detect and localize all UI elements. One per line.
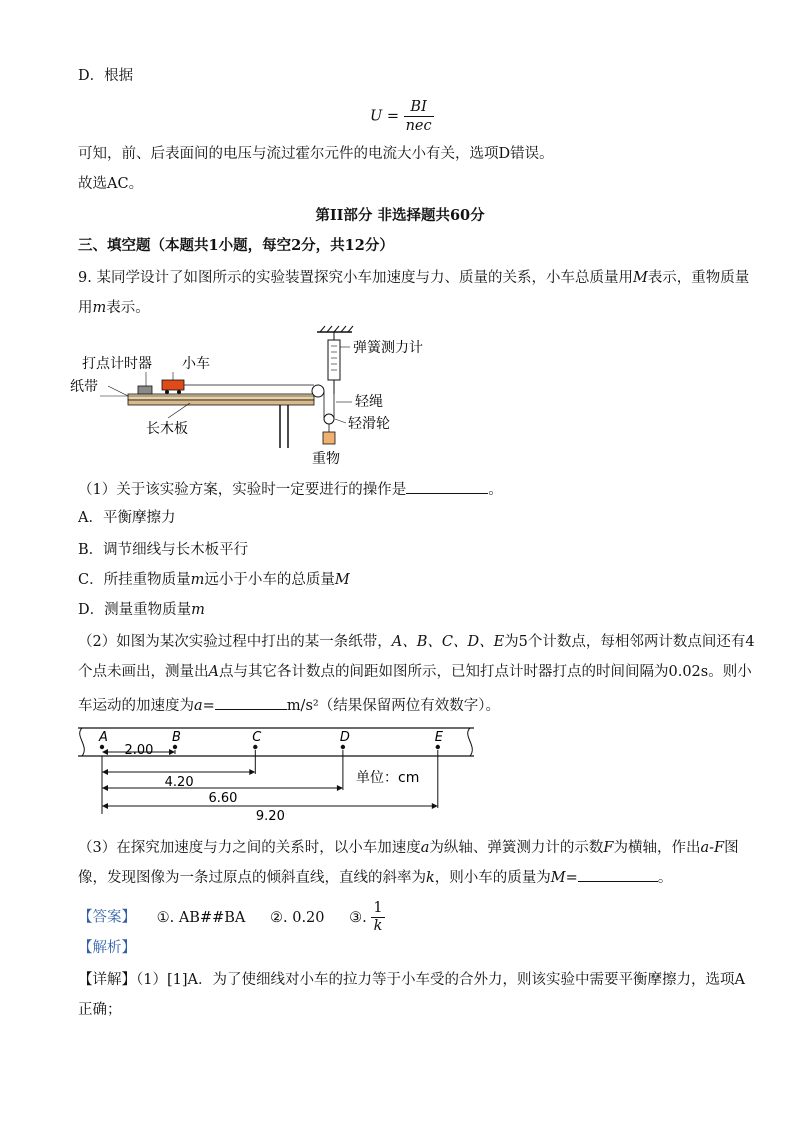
- count-point-B: [173, 745, 177, 749]
- cart-wheel-left: [165, 390, 169, 394]
- tape-unit: 单位：cm: [356, 770, 420, 786]
- distance-arrowhead-left-B: [102, 749, 108, 755]
- timer-block: [138, 386, 152, 394]
- detail-line2: 正确；: [78, 1002, 122, 1018]
- q9-var-M: M: [632, 270, 648, 286]
- sub1-option-d: [78, 600, 205, 620]
- label-tape: 纸带: [70, 379, 98, 395]
- choose-answer: 故选AC。: [78, 176, 144, 192]
- distance-arrowhead-right-C: [249, 769, 255, 775]
- q9-text2a: 用: [78, 300, 93, 316]
- sub3-answer-blank[interactable]: [578, 866, 658, 882]
- cart-block: [162, 380, 184, 390]
- answer-3: ③.: [349, 909, 367, 926]
- detail-line1: 【详解】（1）[1]A．为了使细线对小车的拉力等于小车受的合外力，则该实验中需要平衡摩擦力，选项A: [78, 972, 745, 988]
- tape-leader: [108, 386, 128, 396]
- tape-right-edge: [468, 728, 473, 756]
- sub2-text2b: 点与其它各计数点的间距如图所示，已知打点计时器打点的时间间隔为0.02s。则小: [218, 664, 752, 680]
- distance-label-B: 2.00: [124, 743, 154, 758]
- sub3-text1d: 图: [724, 840, 739, 856]
- movable-pulley: [324, 414, 334, 424]
- distance-arrowhead-right-E: [432, 803, 438, 809]
- option-c-mid: 远小于小车的总质量: [204, 572, 335, 588]
- option-d-var-m: m: [191, 602, 205, 618]
- answer-1: ①. AB##BA: [156, 909, 246, 926]
- sub2-line3: [78, 694, 500, 716]
- count-point-label-D: D: [339, 730, 350, 745]
- sub3-text2b: ，则小车的质量为: [434, 870, 551, 886]
- question-9-line2: [78, 298, 150, 318]
- part2-title: 第II部分 非选择题共60分: [315, 207, 485, 224]
- distance-arrowhead-left-D: [102, 785, 108, 791]
- option-d-text: D．测量重物质量: [78, 602, 192, 618]
- sub1-question: [78, 478, 503, 500]
- sub3-line1: [78, 838, 739, 858]
- count-point-label-E: E: [434, 730, 444, 745]
- weight-block: [323, 432, 335, 444]
- sub1-text: （1）关于该实验方案，实验时一定要进行的操作是: [78, 482, 407, 498]
- sub3-var-M: M: [550, 870, 566, 886]
- section3-title: 三、填空题（本题共1小题，每空2分，共12分）: [78, 237, 394, 254]
- sub3-line2: [78, 866, 672, 888]
- sub2-var-a: a: [194, 698, 203, 714]
- sub2-answer-blank[interactable]: [215, 694, 287, 710]
- ceiling-mount: [317, 326, 353, 340]
- question-9-line1: [78, 268, 749, 288]
- distance-arrowhead-right-B: [169, 749, 175, 755]
- board-and-table: [100, 394, 314, 448]
- sub3-equals: =: [565, 870, 578, 886]
- sub1-option-a: A．平衡摩擦力: [78, 510, 176, 526]
- sub2-text2a: 个点未画出，测量出: [78, 664, 209, 680]
- sub3-text1c: 为横轴，作出: [613, 840, 701, 856]
- count-point-label-B: B: [172, 730, 181, 745]
- sub3-end: 。: [657, 870, 673, 886]
- option-c-text: C．所挂重物质量: [78, 572, 191, 588]
- q9-var-m: m: [92, 300, 107, 316]
- cart-wheel-right: [177, 390, 181, 394]
- sub2-unit: m/s²: [286, 698, 319, 714]
- count-point-C: [253, 745, 257, 749]
- option-c-var-m: m: [190, 572, 205, 588]
- sub2-points: A、B、C、D、E: [391, 634, 505, 650]
- sub2-text1a: （2）如图为某次实验过程中打出的某一条纸带，: [78, 634, 392, 650]
- answer-3-numerator: 1: [373, 900, 383, 916]
- apparatus-diagram: [70, 322, 430, 468]
- answer-3-fraction: [371, 900, 384, 935]
- tape-left-edge: [80, 728, 85, 756]
- sub2-line2: [78, 662, 752, 682]
- option-c-var-M: M: [334, 572, 350, 588]
- formula-numerator: BI: [404, 98, 434, 117]
- sub1-end: 。: [488, 482, 503, 498]
- formula-fraction: [404, 98, 434, 135]
- formula-lhs: U =: [370, 108, 399, 125]
- q9-text2b: 表示。: [106, 300, 150, 316]
- label-spring-scale: 弹簧测力计: [353, 340, 423, 356]
- sub3-text2a: 像，发现图像为一条过原点的倾斜直线，直线的斜率为: [78, 870, 426, 886]
- sub3-var-k: k: [426, 870, 435, 886]
- distance-label-C: 4.20: [164, 775, 194, 790]
- q9-text-end: 表示，重物质量: [647, 270, 750, 286]
- fixed-pulley: [312, 385, 324, 397]
- label-rope: 轻绳: [355, 394, 383, 410]
- option-d-label: D．根据: [78, 68, 134, 84]
- answer-label: 【答案】: [78, 909, 136, 926]
- count-point-label-A: A: [99, 730, 108, 745]
- analysis-label: 【解析】: [78, 940, 136, 956]
- sub2-text1b: 为5个计数点，每相邻两计数点间还有4: [504, 634, 755, 650]
- distance-label-D: 6.60: [208, 791, 238, 806]
- sub1-option-b: B．调节细线与长木板平行: [78, 542, 249, 558]
- label-timer: 打点计时器: [82, 356, 152, 372]
- answer-3-denominator: k: [373, 918, 383, 934]
- formula-denominator: nec: [405, 118, 432, 134]
- sub2-text3a: 车运动的加速度为: [78, 698, 194, 714]
- sub2-var-A: A: [208, 664, 219, 680]
- sub2-line1: [78, 632, 755, 652]
- sub3-text1b: 为纵轴、弹簧测力计的示数: [429, 840, 604, 856]
- count-point-label-C: C: [252, 730, 262, 745]
- sub3-var-aF: a-F: [700, 840, 725, 856]
- sub3-var-F: F: [603, 840, 614, 856]
- option-d-conclusion: 可知，前、后表面间的电压与流过霍尔元件的电流大小有关，选项D错误。: [78, 146, 554, 162]
- sub2-text3b: （结果保留两位有效数字）。: [318, 698, 500, 714]
- answer-row: [78, 900, 385, 935]
- count-point-E: [436, 745, 440, 749]
- label-weight: 重物: [312, 451, 340, 467]
- pulley-leader: [335, 419, 346, 423]
- sub1-answer-blank[interactable]: [406, 478, 488, 494]
- distance-label-E: 9.20: [255, 809, 285, 824]
- q9-text: 9. 某同学设计了如图所示的实验装置探究小车加速度与力、质量的关系，小车总质量用: [78, 270, 633, 286]
- label-cart: 小车: [182, 356, 210, 372]
- sub3-var-a: a: [420, 840, 430, 856]
- answer-2: ②. 0.20: [270, 909, 325, 926]
- sub3-text1a: （3）在探究加速度与力之间的关系时，以小车加速度: [78, 840, 421, 856]
- distance-arrowhead-left-E: [102, 803, 108, 809]
- distance-arrowhead-right-D: [337, 785, 343, 791]
- distance-arrowhead-left-C: [102, 769, 108, 775]
- count-point-A: [100, 745, 104, 749]
- spring-scale: [328, 340, 340, 394]
- label-pulley: 轻滑轮: [348, 416, 390, 432]
- tape-diagram: [70, 724, 490, 826]
- label-board: 长木板: [146, 421, 188, 437]
- sub1-option-c: [78, 570, 350, 590]
- hall-voltage-formula: [370, 98, 434, 135]
- sub2-equals: =: [202, 698, 215, 714]
- count-point-D: [341, 745, 345, 749]
